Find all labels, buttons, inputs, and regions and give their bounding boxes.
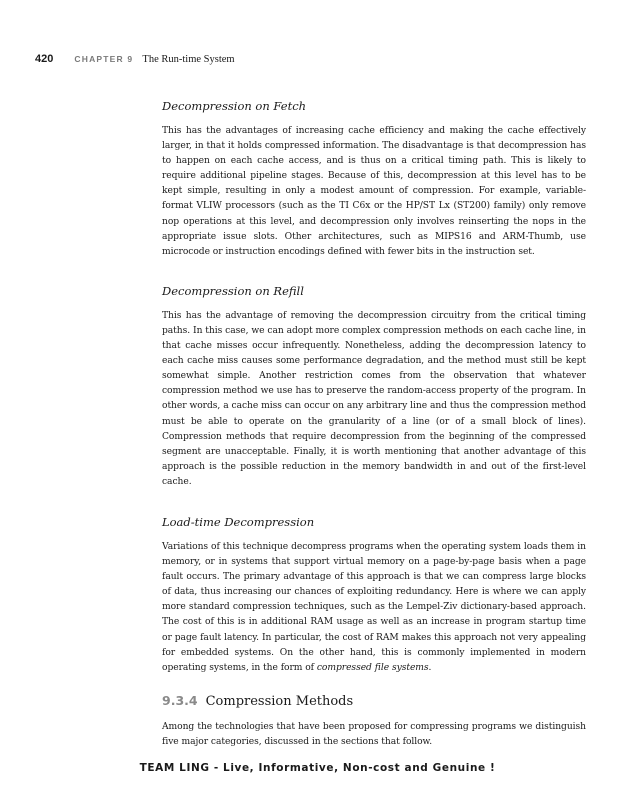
main-content — [162, 98, 586, 750]
paragraph-compression-methods: Among the technologies that have been proposed for compressing programs we distinguish five major categories, discussed in the sections that follow. — [162, 721, 586, 747]
chapter-label: CHAPTER 9 — [74, 54, 134, 64]
paragraph-load-time-tail: . — [428, 662, 432, 673]
paragraph-refill: This has the advantage of removing the decompression circuitry from the critical timing paths. In this case, we can adopt more complex compression methods on each cache line, in that cache misses occur infrequently. Nonetheless, adding the decompression latency to each cache miss causes some performance degradation, and the method must still be kept somewhat simple. Another restriction comes from the observation that whatever compression method we use has to preserve the random-access property of the program. In other words, a cache miss can occur on any arbitrary line and thus the compression method must be able to operate on the granularity of a line (or of a small block of lines). Compression methods that require decompression from the beginning of the compressed segment are unacceptable. Finally, it is worth mentioning that another advantage of this approach is the possible reduction in the memory bandwidth in and out of the first-level cache. — [162, 310, 586, 487]
section-heading-9-3-4 — [162, 692, 586, 711]
running-head — [35, 53, 235, 65]
footer-banner: TEAM LING - Live, Informative, Non-cost and Genuine ! — [139, 762, 496, 774]
chapter-title: The Run-time System — [142, 54, 235, 65]
subsection-heading-refill: Decompression on Refill — [162, 283, 304, 298]
paragraph-load-time — [162, 540, 586, 676]
page-number: 420 — [35, 53, 54, 65]
paragraph-load-time-text: Variations of this technique decompress programs when the operating system loads them in memory, or in systems that support virtual memory on a page-by-page basis when a page fault occurs. The primary advantage of this approach is that we can compress large blocks of data, thus increasing our chances of exploiting redundancy. Here is where we can apply more standard compression techniques, such as the Lempel-Ziv dictionary-based approach. The cost of this is in additional RAM usage as well as an increase in program startup time or page fault latency. In particular, the cost of RAM makes this approach not very appealing for embedded systems. On the other hand, this is commonly implemented in modern operating systems, in the form of — [162, 541, 586, 673]
emphasis-compressed-file-systems: compressed file systems — [316, 662, 429, 673]
section-title: Compression Methods — [205, 693, 354, 709]
subsection-heading-fetch: Decompression on Fetch — [162, 99, 307, 113]
subsection-heading-load-time: Load-time Decompression — [162, 514, 315, 529]
section-number: 9.3.4 — [162, 692, 198, 708]
paragraph-fetch: This has the advantages of increasing cache efficiency and making the cache effectively larger, in that it holds compressed information. The disadvantage is that decompression has to happen on each cache access, and is thus on a critical timing path. This is likely to require additional pipeline stages. Because of this, decompression at this level has to be kept simple, resulting in only a modest amount of compression. For example, variable-format VLIW processors (such as the TI C6x or the HP/ST Lx (ST200) family) only remove nop operations at this level, and decompression only involves reinserting the nops in the appropriate issue slots. Other architectures, such as MIPS16 and ARM-Thumb, use microcode or instruction encodings defined with fewer bits in the instruction set. — [162, 126, 586, 257]
